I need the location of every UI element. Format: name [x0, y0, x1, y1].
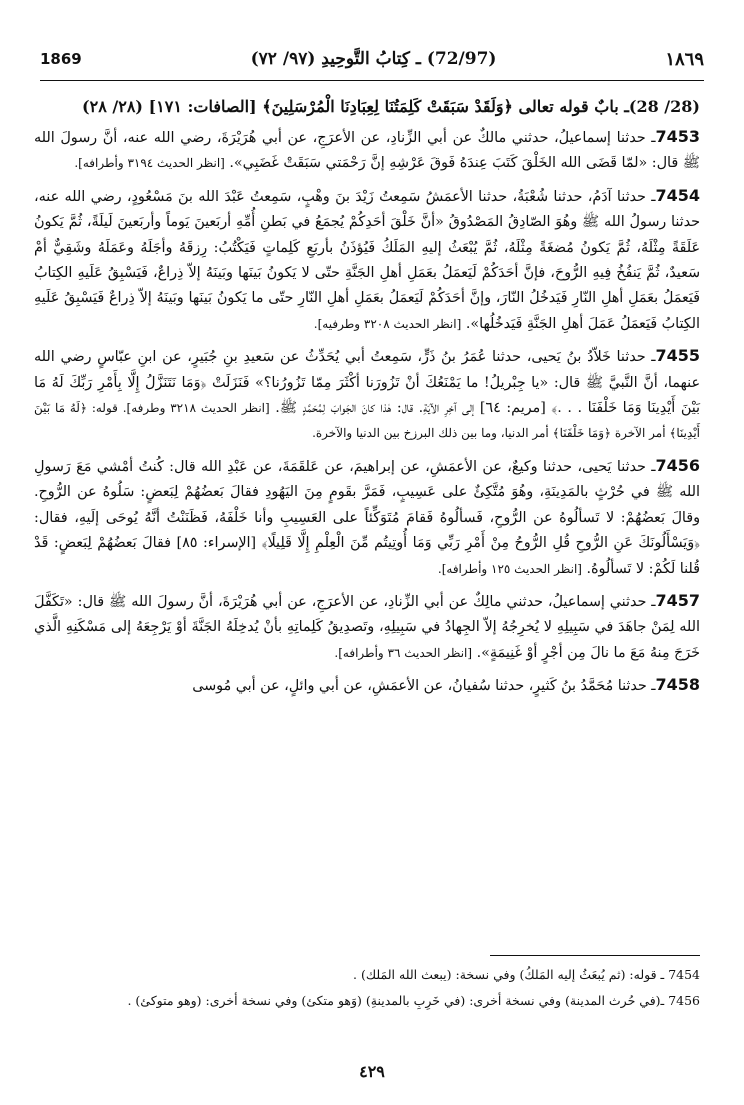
hadith-text: ـ حدثني إسماعيلُ، حدثني مالِكٌ عن أبي الزِّنادِ، عن الأعرَجِ، عن أبي هُرَيْرَةَ، أنَّ رسولَ الله ﷺ قال: «تَكَفَّلَ الله لِمَنْ جاهَدَ في سَبِيلِهِ لا يُخرِجُهُ إلاّ الجِهادُ في سَبِيلِهِ، وتَصدِيقُ كَلِماتِهِ بأنْ يُدخِلَهُ الجَنَّةَ أوْ يَرْجِعَهُ إلى مَسْكَنِهِ الَّذي خَرَجَ مِنهُ مَعَ ما نالَ مِن أجْرٍ أوْ غَنِيمَةٍ».: [34, 593, 700, 661]
hadith-number: 7456: [655, 455, 700, 475]
footnotes: [34, 955, 700, 1014]
footnote-7454: 7454 ـ قوله: (ثم يُبعَثُ إليه المَلكُ) وفي نسخة: (يبعث الله المَلك) .: [353, 967, 700, 982]
hadith-number: 7453: [655, 127, 700, 146]
hadith-text: ـ حدثنا مُحَمَّدُ بنُ كَثيرٍ، حدثنا سُفيانُ، عن الأعمَشِ، عن أبي وائلٍ، عن أبي مُوسى: [192, 678, 656, 695]
chapter-heading: (28/ 28)ـ بابٌ قوله تعالى ﴿وَلَقَدْ سَبَقَتْ كَلِمَتُنَا لِعِبَادِنَا الْمُرْسَلِينَ﴾ [الصافات: ١٧١] (٢٨/ ٢٨): [82, 97, 700, 116]
hadith-number: 7457: [655, 590, 700, 610]
header-divider: [40, 80, 704, 81]
header-latin-page-number: 1869: [40, 50, 82, 68]
hadith-7457: [34, 588, 700, 666]
header-arabic-page-number: ١٨٦٩: [665, 48, 704, 70]
hadith-7453: [34, 124, 700, 177]
hadith-number: 7455: [655, 346, 700, 366]
hadith-reference: [انظر الحديث ٣١٩٤ وأطرافه].: [74, 156, 225, 171]
page-header: [40, 44, 704, 74]
hadith-7455: [34, 343, 700, 447]
footnote-divider: [490, 955, 700, 956]
main-text: [34, 92, 700, 706]
hadith-reference: [انظر الحديث ٣٢١٨ وطرفه]. قوله: ﴿لَهُ مَا بَيْنَ أَيْدِينَا﴾ أمر الآخرة ﴿وَمَا خَلْفَنَا﴾ أمر الدنيا، وما بين ذلك البرزخ بين الدنيا والآخرة.: [34, 401, 700, 441]
hadith-7454: [34, 183, 700, 337]
hadith-text: ـ حدثنا آدَمُ، حدثنا شُعْبَةُ، حدثنا الأعمَشُ سَمِعتُ زَيْدَ بنَ وهْبٍ، سَمِعتُ عَبْدَ الله بنَ مَسْعُودٍ، رضي الله عنه، حدثنا رسولُ الله ﷺ وهُوَ الصّادِقُ المَصْدُوقُ «أنَّ خَلْقَ أحَدِكُمْ يُجمَعُ في بَطنِ أُمِّهِ أربَعينَ يَوماً وأربَعينَ لَيلَةً، ثُمَّ يَكونُ عَلَقَةً مِثْلَهُ، ثُمَّ يَكونُ مُضغَةً مِثْلَهُ، ثُمَّ يُبْعَثُ إليهِ المَلَكُ فَيُؤذَنُ بأربَعِ كَلِماتٍ فَيَكْتُبُ: رِزقَهُ وأجَلَهُ وعَمَلَهُ وشَقِيٌّ أمْ سَعيدٌ، ثُمَّ يَنفُخُ فِيهِ الرُّوحَ، فإنَّ أحَدَكُمْ لَيَعمَلُ بعَمَلِ أهلِ الجَنَّةِ حتّى لا يَكونُ بَينَها وبَينَهُ إلاّ ذِراعٌ، فَيَسْبِقُ عَلَيهِ الكِتابُ فَيَعمَلُ بعَمَلِ أهلِ النّارِ فَيَدخُلُ النّارَ، وإنَّ أحَدَكُمْ لَيَعمَلُ بعَمَلِ أهلِ النّارِ حتّى ما يَكونُ بَينَها وبَينَهُ إلاّ ذِراعٌ فَيَسْبِقُ عَلَيهِ الكِتابُ فَيَعمَلُ عَمَلَ أهلِ الجَنَّةِ فَيَدخُلُها».: [34, 188, 700, 332]
hadith-7456: [34, 453, 700, 582]
footnote-7456: 7456 ـ(في حُرث المدينة) وفي نسخة أخرى: (في خَرِبِ بالمدينةِ) (وَهو متكئ) وفي نسخة أخرى: (وهو متوكئ) .: [127, 993, 700, 1008]
hadith-number: 7454: [655, 185, 700, 205]
hadith-reference: [انظر الحديث ٣٦ وأطرافه].: [334, 645, 473, 660]
hadith-number: 7458: [655, 675, 700, 695]
hadith-7458: [34, 672, 700, 699]
header-book-title: (72/97) ـ كِتابُ التَّوحِيدِ (٩٧/ ٧٢): [250, 49, 497, 69]
hadith-text: ـ حدثنا إسماعيلُ، حدثني مالكٌ عن أبي الزِّنادِ، عن الأعرَجِ، عن أبي هُرَيْرَةَ، رضي الله عنه، أنَّ رسولَ الله ﷺ قال: «لمّا قَضَى الله الخَلْقَ كَتَبَ عِندَهُ فَوقَ عَرْشِهِ إنَّ رَحْمَتي سَبَقَتْ غَضَبِي».: [34, 130, 700, 172]
hadith-text: ـ حدثنا يَحيى، حدثنا وكيعٌ، عن الأعمَشِ، عن إبراهيمَ، عن عَلقَمَةَ، عن عَبْدِ الله قال: كُنتُ أمْشي مَعَ رَسولِ الله ﷺ في حُرْثٍ بالمَدِينَةِ، وهُوَ مُتَّكِئٌ على عَسِيبٍ، فَمَرَّ بقَومٍ مِنَ اليَهُودِ فقالَ بَعضُهُمْ لِبَعضٍ: سَلُوهُ عن الرُّوحِ. وقالَ بَعضُهُمْ: لا تَسألُوهُ عن الرُّوحِ، فَسألُوهُ فَقامَ مُتَوَكِّئاً على العَسِيبِ وأنا خَلْفَهُ، فَظَنَنْتُ أنَّهُ يُوحَى إلَيهِ، فقال: ﴿وَيَسْأَلُونَكَ عَنِ الرُّوحِ قُلِ الرُّوحُ مِنْ أَمْرِ رَبِّي وَمَا أُوتِيتُم مِّنَ الْعِلْمِ إِلَّا قَلِيلًا﴾ [الإسراء: ٨٥] فقالَ بَعضُهُمْ لِبَعضٍ: قَدْ قُلنا لَكُمْ: لا تَسألُوهُ.: [34, 458, 701, 577]
hadith-reference: [انظر الحديث ١٢٥ وأطرافه].: [437, 561, 582, 576]
hadith-reference: [انظر الحديث ٣٢٠٨ وطرفيه].: [313, 316, 462, 331]
hadith-text: ـ حدثنا خَلاّدُ بنُ يَحيى، حدثنا عُمَرُ بنُ ذَرٍّ، سَمِعتُ أبي يُحَدِّثُ عن سَعيدِ بنِ جُبَيرٍ، عن ابنِ عبّاسٍ رضي الله عنهما، أنَّ النَّبيَّ ﷺ قال: «يا جِبْريلُ! ما يَمْنَعُكَ أنْ تَزُورَنا أكْثَرَ مِمّا تَزُورُنا؟» فَنَزَلَتْ ﴿وَمَا نَتَنَزَّلُ إِلَّا بِأَمْرِ رَبِّكَ لَهُ مَا بَيْنَ أَيْدِينَا وَمَا خَلْفَنَا . . .﴾ [مريم: ٦٤] إلى آخِرِ الآيَةِ. قال: هٰذا كانَ الجَوابَ لِمُحَمَّدٍ ﷺ.: [34, 349, 700, 417]
page-number: ٤٢٩: [359, 1062, 385, 1081]
